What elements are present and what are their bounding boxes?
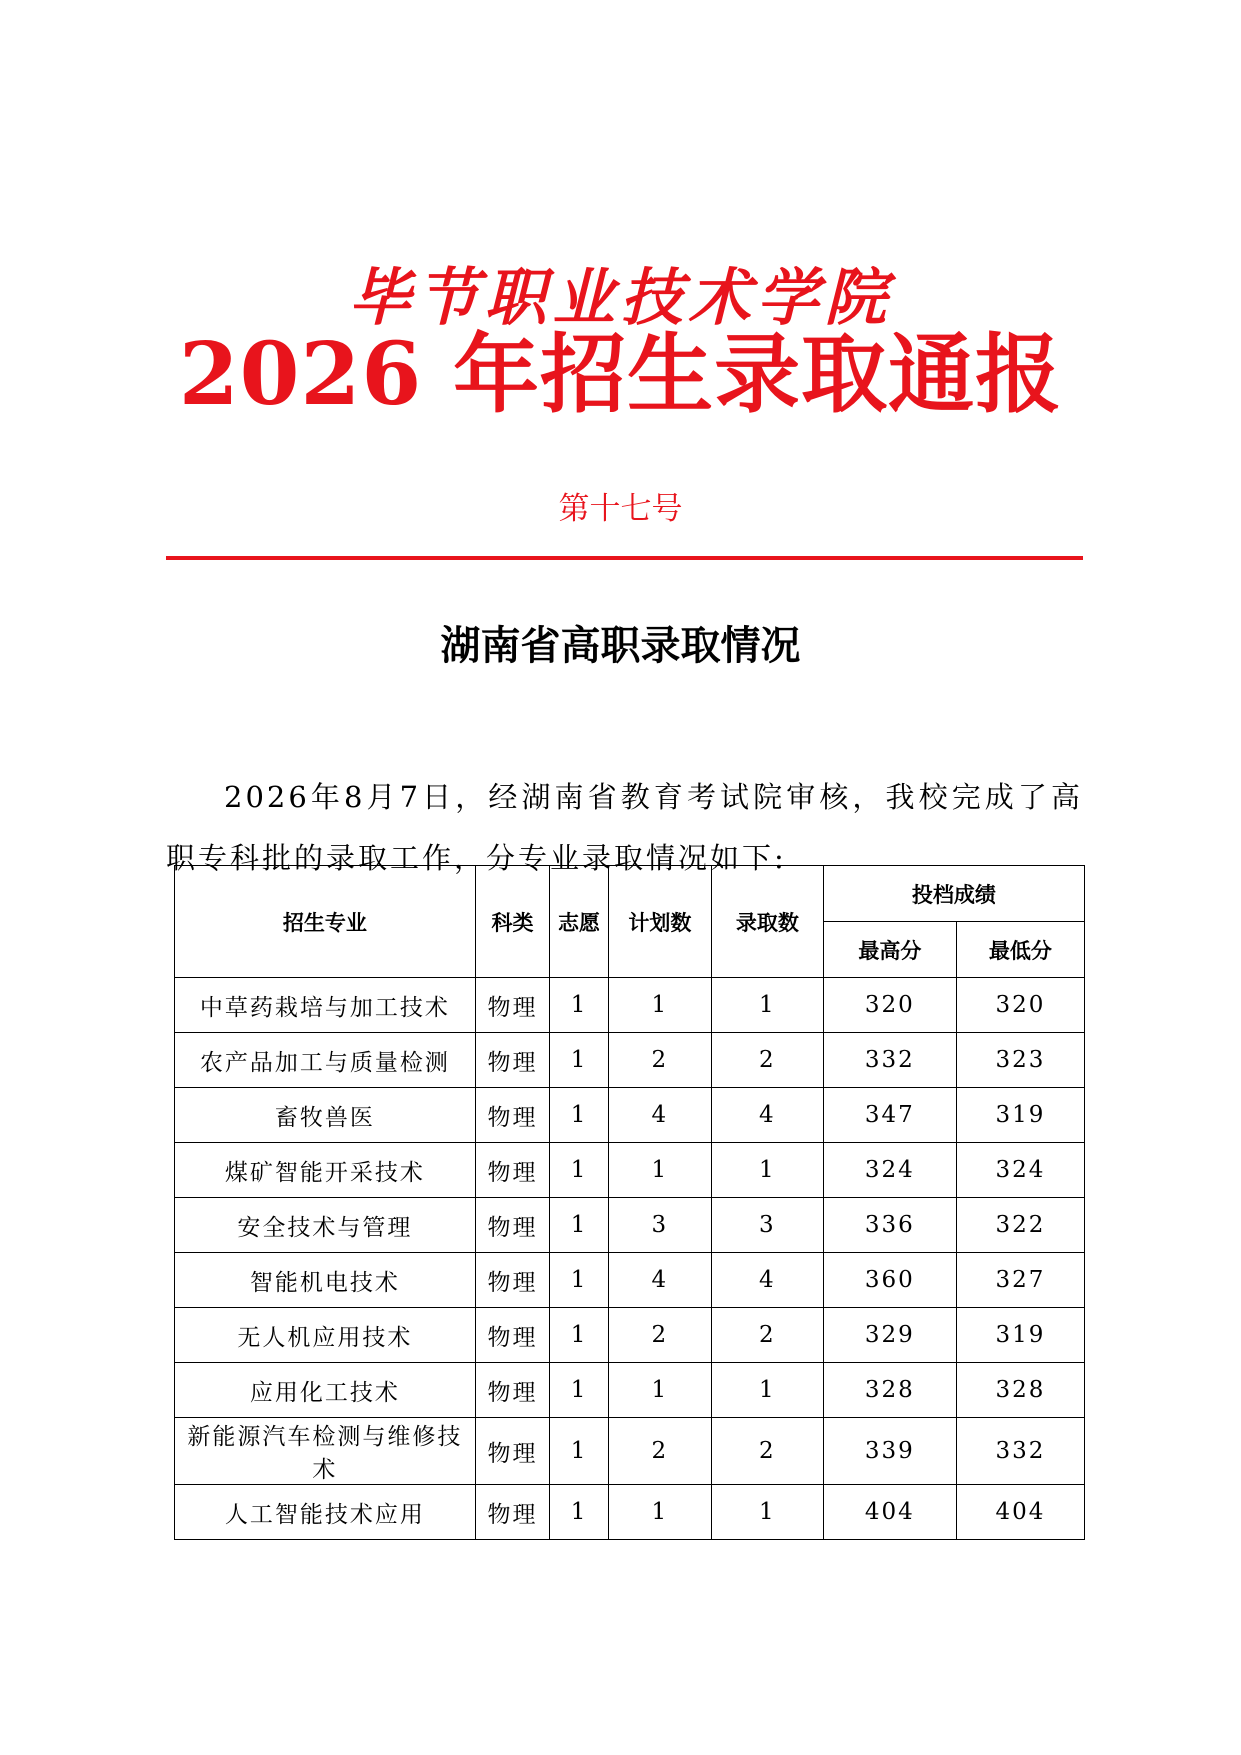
cell-plan: 3	[608, 1198, 711, 1253]
table-row	[175, 1253, 1085, 1308]
cell-category: 物理	[475, 1418, 549, 1485]
cell-max: 404	[823, 1485, 956, 1540]
header-admitted: 录取数	[711, 866, 823, 978]
cell-volunteer: 1	[550, 1485, 609, 1540]
cell-category: 物理	[475, 978, 549, 1033]
cell-admitted: 1	[711, 1485, 823, 1540]
cell-volunteer: 1	[550, 1418, 609, 1485]
cell-volunteer: 1	[550, 1308, 609, 1363]
cell-category: 物理	[475, 1253, 549, 1308]
admission-table	[174, 865, 1085, 1540]
cell-max: 329	[823, 1308, 956, 1363]
issue-number: 第十七号	[558, 491, 683, 527]
cell-plan: 4	[608, 1253, 711, 1308]
cell-category: 物理	[475, 1088, 549, 1143]
cell-max: 360	[823, 1253, 956, 1308]
cell-volunteer: 1	[550, 978, 609, 1033]
cell-admitted: 4	[711, 1253, 823, 1308]
table-row	[175, 1198, 1085, 1253]
header-divider	[166, 556, 1083, 560]
cell-category: 物理	[475, 1308, 549, 1363]
cell-plan: 1	[608, 1363, 711, 1418]
cell-min: 319	[956, 1088, 1084, 1143]
cell-min: 319	[956, 1308, 1084, 1363]
cell-category: 物理	[475, 1363, 549, 1418]
cell-major: 无人机应用技术	[175, 1308, 476, 1363]
cell-volunteer: 1	[550, 1198, 609, 1253]
table-row	[175, 1033, 1085, 1088]
school-name-title: 毕节职业技术学院	[348, 261, 893, 334]
table-row	[175, 1485, 1085, 1540]
table-body	[175, 978, 1085, 1540]
header-major: 招生专业	[175, 866, 476, 978]
cell-plan: 2	[608, 1033, 711, 1088]
cell-plan: 2	[608, 1308, 711, 1363]
table-row	[175, 1143, 1085, 1198]
header-score-group: 投档成绩	[823, 866, 1084, 922]
cell-max: 339	[823, 1418, 956, 1485]
cell-max: 324	[823, 1143, 956, 1198]
cell-major: 安全技术与管理	[175, 1198, 476, 1253]
cell-admitted: 1	[711, 1363, 823, 1418]
cell-category: 物理	[475, 1033, 549, 1088]
cell-plan: 1	[608, 1485, 711, 1540]
cell-category: 物理	[475, 1143, 549, 1198]
cell-max: 328	[823, 1363, 956, 1418]
cell-admitted: 2	[711, 1418, 823, 1485]
cell-major: 应用化工技术	[175, 1363, 476, 1418]
cell-min: 404	[956, 1485, 1084, 1540]
header-plan: 计划数	[608, 866, 711, 978]
cell-min: 327	[956, 1253, 1084, 1308]
cell-volunteer: 1	[550, 1033, 609, 1088]
cell-admitted: 1	[711, 1143, 823, 1198]
intro-paragraph: 2026年8月7日，经湖南省教育考试院审核，我校完成了高职专科批的录取工作，分专业录取情况如下:	[166, 780, 1083, 875]
cell-major: 人工智能技术应用	[175, 1485, 476, 1540]
cell-major: 农产品加工与质量检测	[175, 1033, 476, 1088]
header-volunteer: 志愿	[550, 866, 609, 978]
table-row	[175, 978, 1085, 1033]
header-category: 科类	[475, 866, 549, 978]
header-max-score: 最高分	[823, 922, 956, 978]
cell-volunteer: 1	[550, 1088, 609, 1143]
cell-min: 332	[956, 1418, 1084, 1485]
cell-max: 320	[823, 978, 956, 1033]
cell-min: 328	[956, 1363, 1084, 1418]
cell-max: 347	[823, 1088, 956, 1143]
cell-major: 煤矿智能开采技术	[175, 1143, 476, 1198]
cell-major: 新能源汽车检测与维修技术	[175, 1418, 476, 1485]
cell-min: 323	[956, 1033, 1084, 1088]
cell-plan: 4	[608, 1088, 711, 1143]
table-row	[175, 1363, 1085, 1418]
cell-admitted: 4	[711, 1088, 823, 1143]
cell-category: 物理	[475, 1198, 549, 1253]
cell-min: 322	[956, 1198, 1084, 1253]
header-min-score: 最低分	[956, 922, 1084, 978]
table-header-row	[175, 866, 1085, 922]
cell-plan: 1	[608, 978, 711, 1033]
cell-volunteer: 1	[550, 1143, 609, 1198]
cell-volunteer: 1	[550, 1363, 609, 1418]
table-row	[175, 1088, 1085, 1143]
cell-min: 320	[956, 978, 1084, 1033]
section-title: 湖南省高职录取情况	[440, 622, 801, 669]
table-row	[175, 1308, 1085, 1363]
bulletin-title: 2026 年招生录取通报	[178, 324, 1063, 425]
cell-volunteer: 1	[550, 1253, 609, 1308]
cell-category: 物理	[475, 1485, 549, 1540]
cell-admitted: 1	[711, 978, 823, 1033]
cell-major: 畜牧兽医	[175, 1088, 476, 1143]
cell-major: 智能机电技术	[175, 1253, 476, 1308]
cell-admitted: 2	[711, 1308, 823, 1363]
cell-max: 332	[823, 1033, 956, 1088]
cell-plan: 2	[608, 1418, 711, 1485]
cell-max: 336	[823, 1198, 956, 1253]
cell-plan: 1	[608, 1143, 711, 1198]
cell-admitted: 3	[711, 1198, 823, 1253]
table-row	[175, 1418, 1085, 1485]
cell-min: 324	[956, 1143, 1084, 1198]
cell-major: 中草药栽培与加工技术	[175, 978, 476, 1033]
cell-admitted: 2	[711, 1033, 823, 1088]
